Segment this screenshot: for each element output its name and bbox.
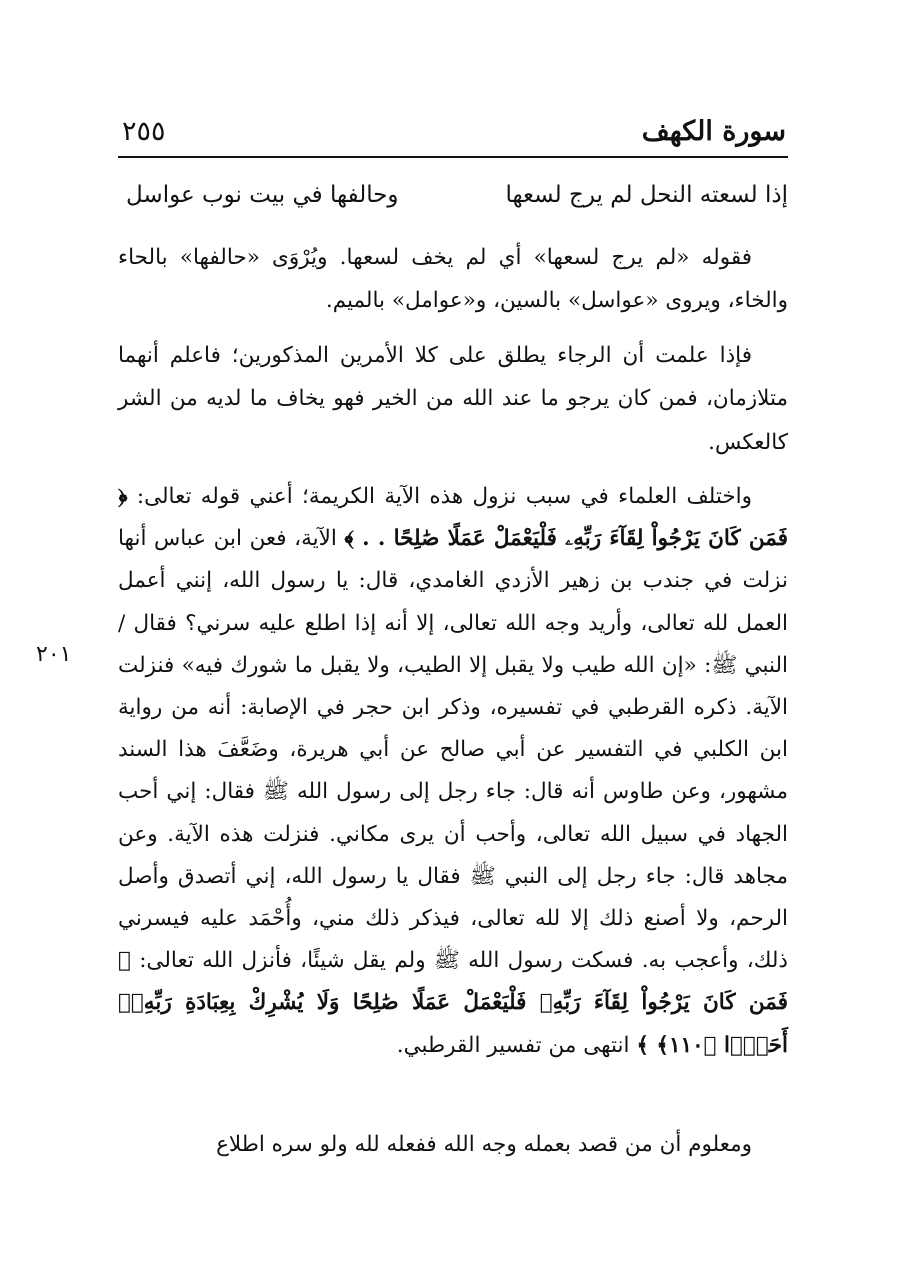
verse-first-hemistich: إذا لسعته النحل لم يرج لسعها [505, 182, 788, 208]
paragraph-closing: ومعلوم أن من قصد بعمله وجه الله ففعله لله ولو سره اطلاع [216, 1132, 752, 1157]
quran-quote: ﴿ فَمَن كَانَ يَرْجُواْ لِقَآءَ رَبِّهِۦ فَلْيَعْمَلْ عَمَلًا صَٰلِحًا . . ﴾ [118, 484, 788, 552]
paragraph-revelation-cause [118, 476, 788, 1067]
page-header [118, 112, 788, 158]
quran-quote: ﴿ فَمَن كَانَ يَرْجُواْ لِقَآءَ رَبِّهِۦ فَلْيَعْمَلْ عَمَلًا صَٰلِحًا وَلَا يُشْرِكْ بِعِبَادَةِ رَبِّهِۦٓ أَحَدًۢا ﴿١١٠﴾ ﴾ [118, 948, 788, 1058]
surah-title: سورة الكهف [641, 116, 786, 147]
poetry-verse [118, 182, 788, 222]
margin-page-reference: ٢٠١ [36, 642, 72, 667]
paragraph-verse-explanation: فقوله «لم يرج لسعها» أي لم يخف لسعها. ويُرْوَى «حالفها» بالحاء والخاء، ويروى «عواسل» بالسين، و«عوامل» بالميم. [118, 245, 788, 314]
paragraph-text: واختلف العلماء في سبب نزول هذه الآية الكريمة؛ أعني قوله تعالى: [127, 484, 752, 509]
paragraph-text: الآية، فعن ابن عباس أنها نزلت في جندب بن زهير الأزدي الغامدي، قال: يا رسول الله، إنني أعمل العمل لله تعالى، وأريد وجه الله تعالى، إلا أنه إذا اطلع عليه سرني؟ فقال / النبي ﷺ: «إن الله طيب ولا يقبل إلا الطيب، ولا يقبل ما شورك فيه» فنزلت الآية. ذكره القرطبي في تفسيره، وذكر ابن حجر في الإصابة: أنه من رواية ابن الكلبي في التفسير عن أبي صالح عن أبي هريرة، وضَعَّفَ هذا السند مشهور، وعن طاوس أنه قال: جاء رجل إلى رسول الله ﷺ فقال: إني أحب الجهاد في سبيل الله تعالى، وأحب أن يرى مكاني. فنزلت هذه الآية. وعن مجاهد قال: جاء رجل إلى النبي ﷺ فقال يا رسول الله، إني أتصدق وأصل الرحم، ولا أصنع ذلك إلا لله تعالى، فيذكر ذلك مني، وأُحْمَد عليه فيسرني ذلك، وأعجب به. فسكت رسول الله ﷺ ولم يقل شيئًا، فأنزل الله تعالى: [118, 526, 788, 974]
paragraph-text: انتهى من تفسير القرطبي. [396, 1032, 637, 1058]
verse-second-hemistich: وحالفها في بيت نوب عواسل [126, 182, 399, 208]
paragraph-hope-and-fear: فإذا علمت أن الرجاء يطلق على كلا الأمرين المذكورين؛ فاعلم أنهما متلازمان، فمن كان يرجو ما عند الله من الخير فهو يخاف ما لديه من الشر كالعكس. [118, 343, 788, 455]
page-number: ٢٥٥ [122, 116, 166, 147]
